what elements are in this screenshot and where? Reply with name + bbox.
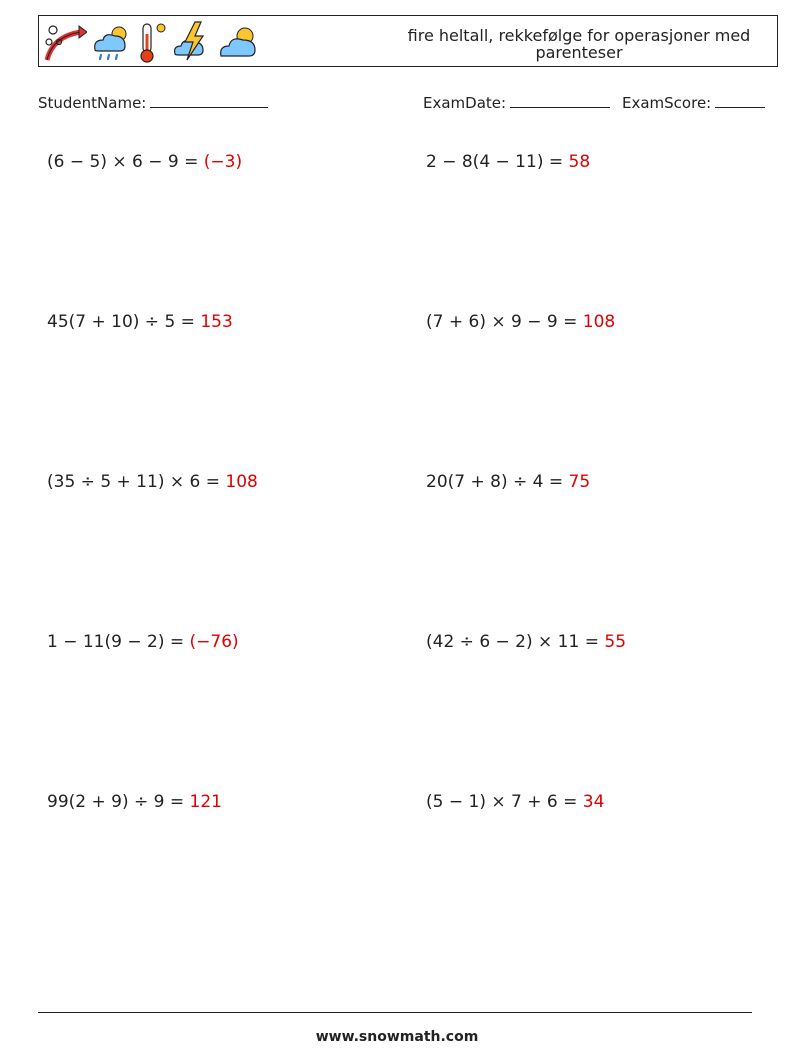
problem-10 — [426, 792, 604, 812]
student-name-field — [38, 93, 268, 112]
problem-answer: 34 — [582, 792, 605, 812]
problem-expression: (5 − 1) × 7 + 6 = — [426, 792, 583, 812]
problem-answer: 58 — [568, 152, 591, 172]
student-name-label: StudentName: — [38, 94, 147, 112]
problem-9 — [47, 792, 222, 812]
problem-answer: 153 — [200, 312, 233, 332]
problem-2 — [426, 152, 590, 172]
exam-score-field — [622, 93, 765, 112]
sun-cloud-icon — [217, 20, 261, 64]
problem-answer: (−3) — [203, 152, 243, 172]
exam-date-blank[interactable] — [510, 93, 610, 108]
exam-date-field — [423, 93, 610, 112]
problem-expression: (35 ÷ 5 + 11) × 6 = — [47, 472, 226, 492]
problem-expression: 1 − 11(9 − 2) = — [47, 632, 190, 652]
exam-score-label: ExamScore: — [622, 94, 712, 112]
rain-cloud-sun-icon — [89, 20, 133, 64]
problem-answer: 75 — [568, 472, 591, 492]
exam-score-blank[interactable] — [715, 93, 765, 108]
problem-answer: 108 — [225, 472, 258, 492]
problem-answer: (−76) — [189, 632, 239, 652]
problem-5 — [47, 472, 258, 492]
worksheet-header — [38, 15, 778, 67]
problem-7 — [47, 632, 239, 652]
problem-4 — [426, 312, 615, 332]
student-name-blank[interactable] — [150, 93, 268, 108]
problem-6 — [426, 472, 590, 492]
problem-expression: 99(2 + 9) ÷ 9 = — [47, 792, 190, 812]
problem-answer: 55 — [604, 632, 627, 652]
problem-8 — [426, 632, 626, 652]
problem-expression: (7 + 6) × 9 − 9 = — [426, 312, 583, 332]
problem-expression: (42 ÷ 6 − 2) × 11 = — [426, 632, 605, 652]
problem-expression: 45(7 + 10) ÷ 5 = — [47, 312, 201, 332]
problem-answer: 108 — [582, 312, 616, 332]
lightning-cloud-icon — [171, 20, 215, 64]
worksheet-title: fire heltall, rekkefølge for operasjoner med parenteser — [407, 26, 751, 62]
footer-url[interactable]: www.snowmath.com — [315, 1029, 479, 1045]
problem-1 — [47, 152, 242, 172]
wind-icon — [43, 20, 87, 64]
problem-expression: 20(7 + 8) ÷ 4 = — [426, 472, 569, 492]
exam-date-label: ExamDate: — [423, 94, 507, 112]
thermometer-sun-icon — [135, 20, 169, 64]
problem-answer: 121 — [189, 792, 222, 812]
weather-icons — [43, 20, 261, 64]
problem-3 — [47, 312, 233, 332]
problem-expression: 2 − 8(4 − 11) = — [426, 152, 569, 172]
footer-divider — [38, 1012, 752, 1013]
problem-expression: (6 − 5) × 6 − 9 = — [47, 152, 204, 172]
